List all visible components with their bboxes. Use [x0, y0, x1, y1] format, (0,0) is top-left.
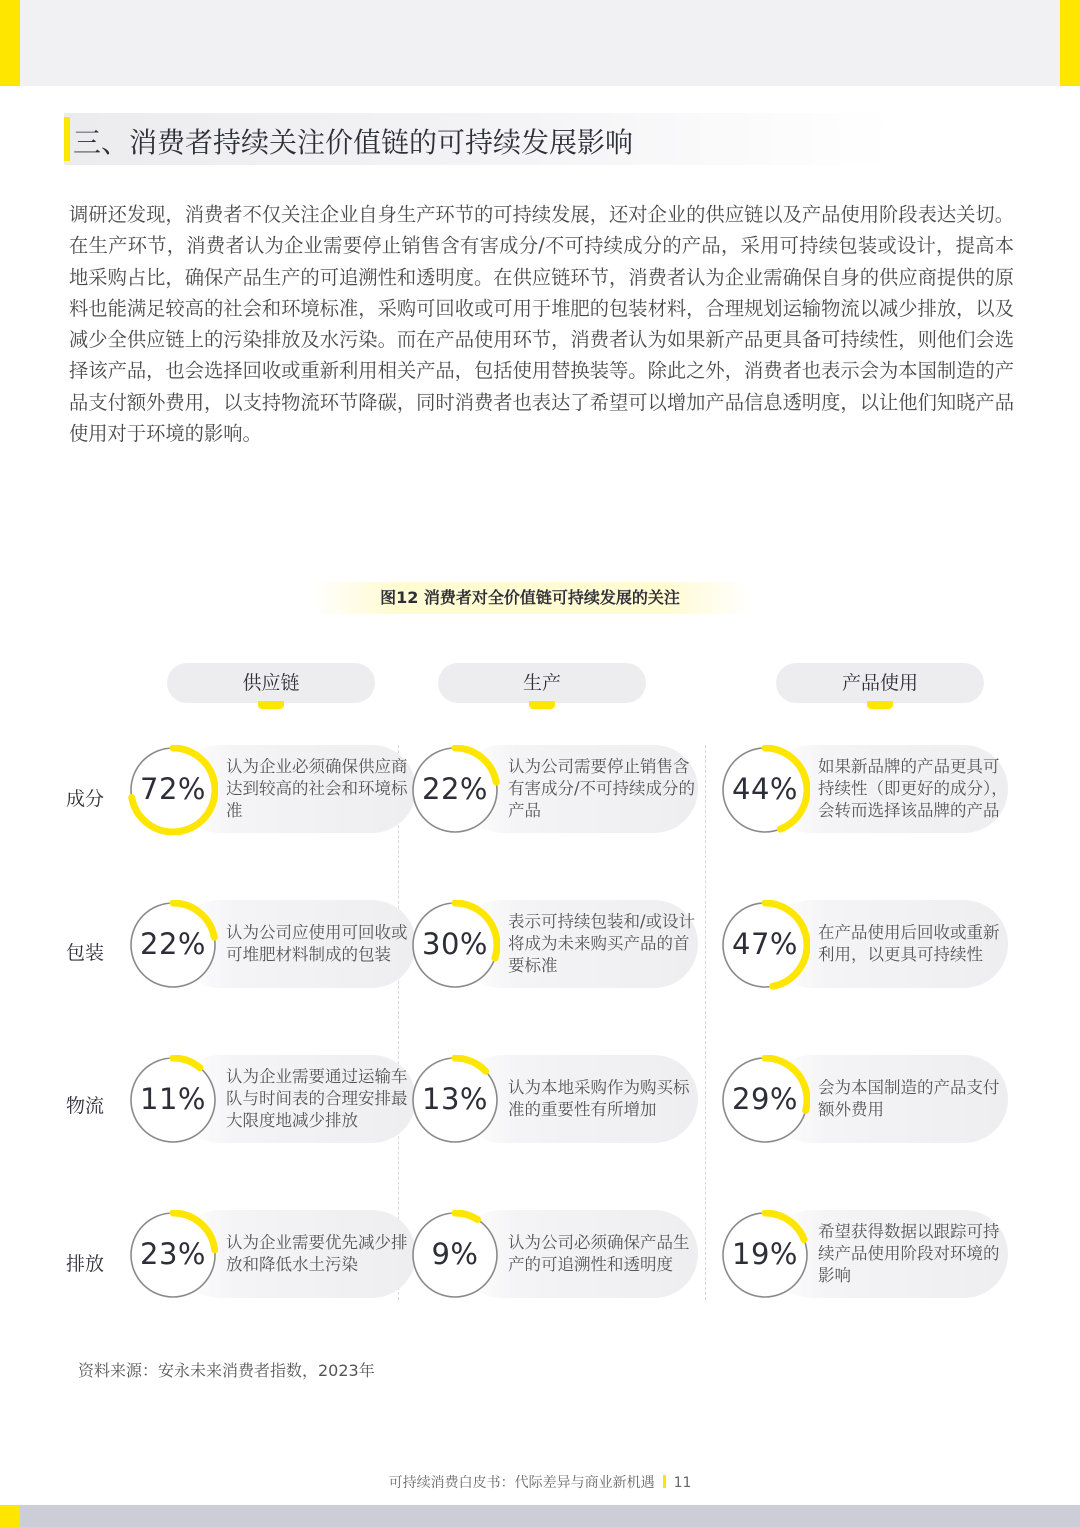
stat-description-box	[508, 1055, 698, 1143]
stat-description: 认为公司必须确保产品生产的可追溯性和透明度	[508, 1233, 690, 1274]
stat-description-box	[508, 900, 698, 988]
stat-description: 如果新品牌的产品更具可持续性（即更好的成分），会转而选择该品牌的产品	[818, 757, 1008, 820]
stat-description-box	[508, 745, 698, 833]
stat-card	[410, 735, 695, 845]
section-heading-text: 三、消费者持续关注价值链的可持续发展影响	[73, 126, 634, 159]
stat-percent: 22%	[422, 772, 488, 806]
stat-description-box	[508, 1210, 698, 1298]
stat-description-box	[818, 900, 1008, 988]
column-header-supply-chain	[167, 663, 375, 703]
stat-description: 认为公司需要停止销售含有害成分/不可持续成分的产品	[508, 757, 696, 820]
stat-card	[128, 1200, 413, 1310]
stat-card	[128, 890, 413, 1000]
stat-card	[720, 890, 1005, 1000]
stat-card	[128, 1045, 413, 1155]
header-notch	[867, 701, 893, 709]
stat-percent: 22%	[140, 927, 206, 961]
footer-separator	[663, 1475, 666, 1488]
footer-title: 可持续消费白皮书：代际差异与商业新机遇	[388, 1475, 655, 1491]
body-paragraph: 调研还发现，消费者不仅关注企业自身生产环节的可持续发展，还对企业的供应链以及产品使用阶段表达关切。在生产环节，消费者认为企业需要停止销售含有害成分/不可持续成分的产品，采用可持续包装或设计，提高本地采购占比，确保产品生产的可追溯性和透明度。在供应链环节，消费者认为企业需确保自身的供应商提供的原料也能满足较高的社会和环境标准，采购可回收或可用于堆肥的包装材料，合理规划运输物流以减少排放，以及减少全供应链上的污染排放及水污染。而在产品使用环节，消费者认为如果新产品更具备可持续性，则他们会选择该产品，也会选择回收或重新利用相关产品，包括使用替换装等。除此之外，消费者也表示会为本国制造的产品支付额外费用，以支持物流环节降碳，同时消费者也表达了希望可以增加产品信息透明度，以让他们知晓产品使用对于环境的影响。	[69, 203, 1014, 446]
bottom-band	[0, 1505, 1080, 1527]
page-footer	[0, 1472, 1080, 1492]
stat-description: 认为企业必须确保供应商达到较高的社会和环境标准	[226, 757, 408, 820]
stat-percent: 19%	[732, 1237, 798, 1271]
top-band	[0, 0, 1080, 86]
section-heading	[64, 113, 894, 165]
stat-description-box	[226, 900, 416, 988]
column-header-label: 生产	[522, 672, 561, 694]
row-label-logistics: 物流	[66, 1095, 105, 1117]
stat-description: 认为企业需要优先减少排放和降低水土污染	[226, 1233, 408, 1274]
stat-description: 认为公司应使用可回收或可堆肥材料制成的包装	[226, 923, 408, 964]
column-header-product-use	[776, 663, 984, 703]
stat-description-box	[818, 1055, 1008, 1143]
stat-description: 在产品使用后回收或重新利用，以更具可持续性	[818, 923, 1000, 964]
stat-percent: 30%	[422, 927, 488, 961]
stat-description-box	[226, 745, 416, 833]
bottom-accent-bar	[0, 1505, 20, 1527]
stat-description-box	[818, 1210, 1008, 1298]
stat-percent: 11%	[140, 1082, 206, 1116]
stat-description-box	[818, 745, 1008, 833]
stat-card	[128, 735, 413, 845]
stat-description: 认为企业需要通过运输车队与时间表的合理安排最大限度地减少排放	[226, 1067, 408, 1130]
stat-description: 希望获得数据以跟踪可持续产品使用阶段对环境的影响	[818, 1222, 1000, 1285]
row-label-emissions: 排放	[66, 1253, 105, 1275]
stat-percent: 23%	[140, 1237, 206, 1271]
stat-description: 会为本国制造的产品支付额外费用	[818, 1078, 1000, 1119]
source-note: 资料来源：安永未来消费者指数，2023年	[78, 1361, 375, 1380]
stat-card	[410, 1045, 695, 1155]
row-label-packaging: 包装	[66, 942, 105, 964]
column-header-label: 产品使用	[841, 672, 918, 694]
column-header-label: 供应链	[242, 672, 300, 694]
column-divider	[705, 745, 706, 1300]
figure-title: 图12 消费者对全价值链可持续发展的关注	[308, 582, 752, 614]
top-left-accent-bar	[0, 0, 20, 86]
stat-card	[720, 1200, 1005, 1310]
stat-card	[410, 1200, 695, 1310]
stat-percent: 9%	[431, 1237, 479, 1271]
stat-percent: 44%	[732, 772, 798, 806]
stat-description-box	[226, 1055, 416, 1143]
header-notch	[529, 701, 555, 709]
stat-percent: 72%	[140, 772, 206, 806]
column-header-production	[438, 663, 646, 703]
row-label-ingredients: 成分	[66, 788, 105, 810]
stat-description-box	[226, 1210, 416, 1298]
stat-card	[410, 890, 695, 1000]
stat-description: 表示可持续包装和/或设计将成为未来购买产品的首要标准	[508, 912, 696, 975]
page-number: 11	[673, 1475, 692, 1491]
stat-card	[720, 735, 1008, 845]
top-right-accent-bar	[1060, 0, 1080, 86]
stat-description: 认为本地采购作为购买标准的重要性有所增加	[508, 1078, 690, 1119]
heading-accent-bar	[64, 117, 70, 161]
stat-percent: 47%	[732, 927, 798, 961]
stat-percent: 13%	[422, 1082, 488, 1116]
header-notch	[258, 701, 284, 709]
stat-percent: 29%	[732, 1082, 798, 1116]
stat-card	[720, 1045, 1005, 1155]
